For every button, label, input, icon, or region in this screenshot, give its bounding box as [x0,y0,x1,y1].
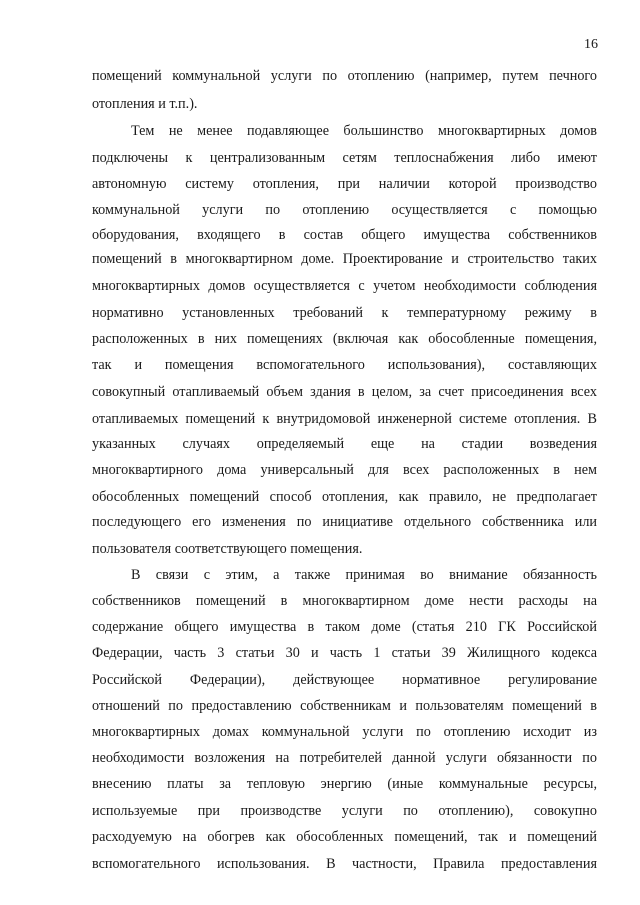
text-line: помещений в многоквартирном доме. Проектирование и строительство таких [92,251,597,267]
text-line: отопления и т.п.). [92,96,198,112]
text-line: последующего его изменения по инициативе отдельного собственника или [92,514,597,530]
text-line: совокупный отапливаемый объем здания в целом, за счет присоединения всех [92,384,597,400]
page-number: 16 [584,37,598,52]
text-line: расположенных в них помещениях (включая как обособленные помещения, [92,331,597,347]
text-line: обособленных помещений способ отопления, как правило, не предполагает [92,489,597,505]
text-line: оборудования, входящего в состав общего имущества собственников [92,227,597,243]
text-line: отапливаемых помещений к внутридомовой инженерной системе отопления. В [92,411,597,427]
text-line: внесению платы за тепловую энергию (иные коммунальные ресурсы, [92,776,597,792]
text-line: автономную систему отопления, при наличии которой производство [92,176,597,192]
text-line: расходуемую на обогрев как обособленных помещений, так и помещений [92,829,597,845]
text-line: В связи с этим, а также принимая во внимание обязанность [131,567,597,583]
text-line: необходимости возложения на потребителей данной услуги обязанности по [92,750,597,766]
text-line: используемые при производстве услуги по отоплению), совокупно [92,803,597,819]
text-line: многоквартирного дома универсальный для всех расположенных в нем [92,462,597,478]
text-line: указанных случаях определяемый еще на стадии возведения [92,436,597,452]
text-line: многоквартирных домов осуществляется с учетом необходимости соблюдения [92,278,597,294]
text-line: содержание общего имущества в таком доме (статья 210 ГК Российской [92,619,597,635]
text-line: вспомогательного использования. В частности, Правила предоставления [92,856,597,872]
text-line: пользователя соответствующего помещения. [92,541,363,557]
text-line: собственников помещений в многоквартирном доме нести расходы на [92,593,597,609]
text-line: так и помещения вспомогательного использования), составляющих [92,357,597,373]
text-line: Тем не менее подавляющее большинство многоквартирных домов [131,123,597,139]
text-line: подключены к централизованным сетям теплоснабжения либо имеют [92,150,597,166]
text-line: нормативно установленных требований к температурному режиму в [92,305,597,321]
text-line: отношений по предоставлению собственникам и пользователям помещений в [92,698,597,714]
text-line: коммунальной услуги по отоплению осуществляется с помощью [92,202,597,218]
text-line: многоквартирных домах коммунальной услуги по отоплению исходит из [92,724,597,740]
text-line: Федерации, часть 3 статьи 30 и часть 1 статьи 39 Жилищного кодекса [92,645,597,661]
text-line: помещений коммунальной услуги по отоплению (например, путем печного [92,68,597,84]
text-line: Российской Федерации), действующее нормативное регулирование [92,672,597,688]
